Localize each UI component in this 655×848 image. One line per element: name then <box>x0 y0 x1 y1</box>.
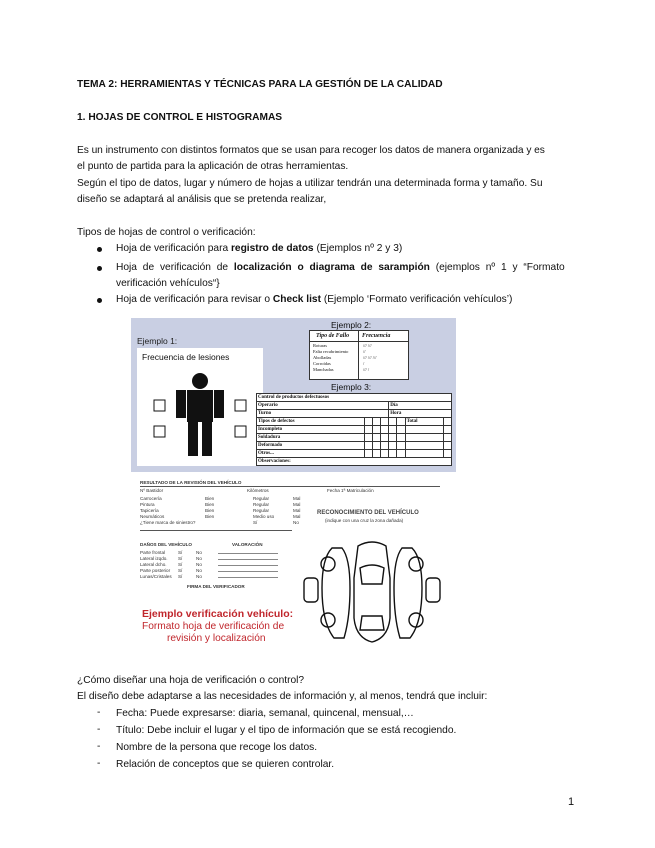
check-list <box>140 496 300 526</box>
ejemplo3-cell: Tipos de defectos <box>257 418 365 426</box>
check-row <box>140 520 300 526</box>
check-option: Mal <box>293 496 301 501</box>
divider <box>358 331 359 379</box>
ejemplo3-cell: Incompleto <box>257 426 365 434</box>
car-diagram-icon <box>302 538 442 646</box>
check-label: ¿Tiene marca de siniestro? <box>140 520 196 525</box>
damage-yes: Sí <box>178 568 183 573</box>
damage-label: Lateral izqdo. <box>140 556 168 561</box>
intro-p1-line1: Es un instrumento con distintos formatos que se usan para recoger los datos de manera organizada y es <box>77 145 545 156</box>
check-option: Bien <box>205 496 215 501</box>
damage-no: No <box>196 556 202 561</box>
dash-marker: - <box>97 724 101 735</box>
damage-list <box>140 550 278 580</box>
ejemplo2-rows <box>313 343 348 373</box>
intro-p1-line2: el punto de partida para la aplicación de otras herramientas. <box>77 161 349 172</box>
intro-p2-line1: Según el tipo de datos, lugar y número de hojas a utilizar tendrán una determinada forma y tamaño. Su <box>77 178 543 189</box>
ejemplo3-cell: Observaciones: <box>257 458 452 466</box>
valuation-title: VALORACIÓN <box>232 542 263 547</box>
vehicle-field: Kilómetros <box>247 488 269 493</box>
bullet-dot <box>97 298 102 303</box>
check-option: Regular <box>253 508 270 513</box>
damage-no: No <box>196 574 202 579</box>
check-option: Bien <box>205 514 215 519</box>
bullet-text: Hoja de verificación para <box>116 243 231 254</box>
damage-row <box>140 574 278 580</box>
caption-line: Formato hoja de verificación de <box>142 621 285 632</box>
ejemplo3-cell: Operario <box>257 402 389 410</box>
damage-yes: Sí <box>178 556 183 561</box>
dash-item: Título: Debe incluir el lugar y el tipo de información que se está recogiendo. <box>116 725 457 736</box>
ejemplo2-tally: /// / <box>363 367 370 372</box>
figure-examples-1-2-3 <box>131 318 456 472</box>
design-question: ¿Cómo diseñar una hoja de verificación o control? <box>77 675 305 686</box>
ejemplo2-tally: /// /// <box>363 343 372 348</box>
dash-item: Fecha: Puede expresarse: diaria, semanal, quincenal, mensual,… <box>116 708 414 719</box>
bullet-item <box>116 260 578 276</box>
table-row <box>257 458 452 466</box>
ejemplo3-cell: Total <box>405 418 443 426</box>
ejemplo3-title: Control de productos defectuosos <box>257 394 452 402</box>
bullet-text: (Ejemplos nº 2 y 3) <box>313 243 403 254</box>
damage-no: No <box>196 562 202 567</box>
ejemplo3-label: Ejemplo 3: <box>331 382 372 392</box>
table-row <box>257 442 452 450</box>
signature-label: FIRMA DEL VERIFICADOR <box>187 584 245 589</box>
dash-item: Relación de conceptos que se quieren controlar. <box>116 759 335 770</box>
table-row <box>257 450 452 458</box>
bullet-continuation: verificación vehículos“} <box>116 278 220 289</box>
types-heading: Tipos de hojas de control o verificación: <box>77 227 256 238</box>
ejemplo2-tally: / <box>363 361 365 366</box>
check-option: Medio uso <box>253 514 275 519</box>
ejemplo2-row: Abolladas <box>313 355 332 360</box>
ejemplo2-tally: // <box>363 349 366 354</box>
page-number: 1 <box>568 796 575 808</box>
ejemplo2-row: Corroídas <box>313 361 331 366</box>
check-option: No <box>293 520 299 525</box>
dash-marker: - <box>97 707 101 718</box>
ejemplo3-cell: Turno <box>257 410 389 418</box>
ejemplo1-label: Ejemplo 1: <box>137 336 178 346</box>
damage-no: No <box>196 568 202 573</box>
ejemplo1-panel <box>137 348 263 466</box>
ejemplo2-row: Falta recubrimiento <box>313 349 349 354</box>
ejemplo2-table <box>309 330 409 380</box>
table-row <box>257 402 452 410</box>
ejemplo2-row: Roturas <box>313 343 327 348</box>
check-label: Tapicería <box>140 508 159 513</box>
dash-marker: - <box>97 741 101 752</box>
caption-line: revisión y localización <box>167 633 266 644</box>
caption-title: Ejemplo verificación vehículo: <box>142 608 294 620</box>
vehicle-field: Nº Bastidor <box>140 488 164 493</box>
damage-label: Lunas/Cristales <box>140 574 172 579</box>
check-option: Mal <box>293 514 301 519</box>
recon-subtitle: (indique con una cruz la zona dañada) <box>325 518 404 523</box>
check-option: Bien <box>205 508 215 513</box>
table-row <box>257 410 452 418</box>
bullet-dot <box>97 266 102 271</box>
check-option: Mal <box>293 508 301 513</box>
section-heading: 1. HOJAS DE CONTROL E HISTOGRAMAS <box>77 112 283 123</box>
check-option: Mal <box>293 502 301 507</box>
damage-yes: Sí <box>178 550 183 555</box>
dash-marker: - <box>97 758 101 769</box>
check-label: Carrocería <box>140 496 162 501</box>
design-intro: El diseño debe adaptarse a las necesidades de información y, al menos, tendrá que incluir: <box>77 691 488 702</box>
damage-title: DAÑOS DEL VEHÍCULO <box>140 542 192 547</box>
bullet-text: Hoja de verificación de <box>116 262 234 273</box>
damage-label: Lateral dcho. <box>140 562 167 567</box>
bullet-bold-text: registro de datos <box>230 243 314 254</box>
ejemplo3-cell: Día <box>389 402 452 410</box>
table-row <box>257 418 452 426</box>
table-row <box>257 434 452 442</box>
check-option: Bien <box>205 502 215 507</box>
dash-item: Nombre de la persona que recoge los datos. <box>116 742 318 753</box>
divider <box>140 530 292 531</box>
divider <box>140 486 440 487</box>
ejemplo3-cell: Deformado <box>257 442 365 450</box>
check-label: Neumáticos <box>140 514 165 519</box>
damage-label: Parte posterior <box>140 568 171 573</box>
bullet-item <box>116 241 402 257</box>
check-label: Pintura <box>140 502 155 507</box>
ejemplo3-table <box>256 393 452 466</box>
ejemplo2-label: Ejemplo 2: <box>331 320 372 330</box>
bullet-text: (ejemplos nº 1 y “Formato <box>429 262 565 273</box>
ejemplo2-tallies <box>363 343 377 373</box>
ejemplo2-header: Tipo de Fallo <box>316 333 350 339</box>
body-silhouette-icon <box>151 370 249 462</box>
damage-yes: Sí <box>178 574 183 579</box>
ejemplo2-row: Manchadas <box>313 367 334 372</box>
ejemplo3-cell: Hora <box>389 410 452 418</box>
bullet-text: (Ejemplo ‘Formato verificación vehículos’) <box>321 294 513 305</box>
vehicle-form-title: RESULTADO DE LA REVISIÓN DEL VEHÍCULO <box>140 480 242 485</box>
bullet-dot <box>97 247 102 252</box>
bullet-bold-text: Check list <box>272 294 321 305</box>
damage-yes: Sí <box>178 562 183 567</box>
bullet-bold-text: localización o diagrama de sarampión <box>233 262 430 273</box>
divider <box>310 341 408 342</box>
ejemplo3-cell: Soldadura <box>257 434 365 442</box>
damage-no: No <box>196 550 202 555</box>
intro-p2-line2: diseño se adaptará al análisis que se pretenda realizar, <box>77 194 327 205</box>
ejemplo3-cell: Otros... <box>257 450 365 458</box>
ejemplo2-header: Frecuencia <box>362 333 391 339</box>
table-row <box>257 426 452 434</box>
bullet-text: Hoja de verificación para revisar o <box>116 294 273 305</box>
figure-vehicle-verification <box>137 478 445 648</box>
check-option: Sí <box>253 520 258 525</box>
table-row <box>257 394 452 402</box>
check-option: Regular <box>253 502 270 507</box>
recon-title: RECONOCIMIENTO DEL VEHÍCULO <box>317 510 419 516</box>
document-title: TEMA 2: HERRAMIENTAS Y TÉCNICAS PARA LA GESTIÓN DE LA CALIDAD <box>77 79 443 90</box>
vehicle-field: Fecha 1ª Matriculación <box>327 488 374 493</box>
ejemplo2-tally: /// /// /// <box>363 355 377 360</box>
damage-label: Parte frontal <box>140 550 166 555</box>
check-option: Regular <box>253 496 270 501</box>
bullet-item <box>116 292 512 308</box>
frecuencia-label: Frecuencia de lesiones <box>142 352 230 362</box>
